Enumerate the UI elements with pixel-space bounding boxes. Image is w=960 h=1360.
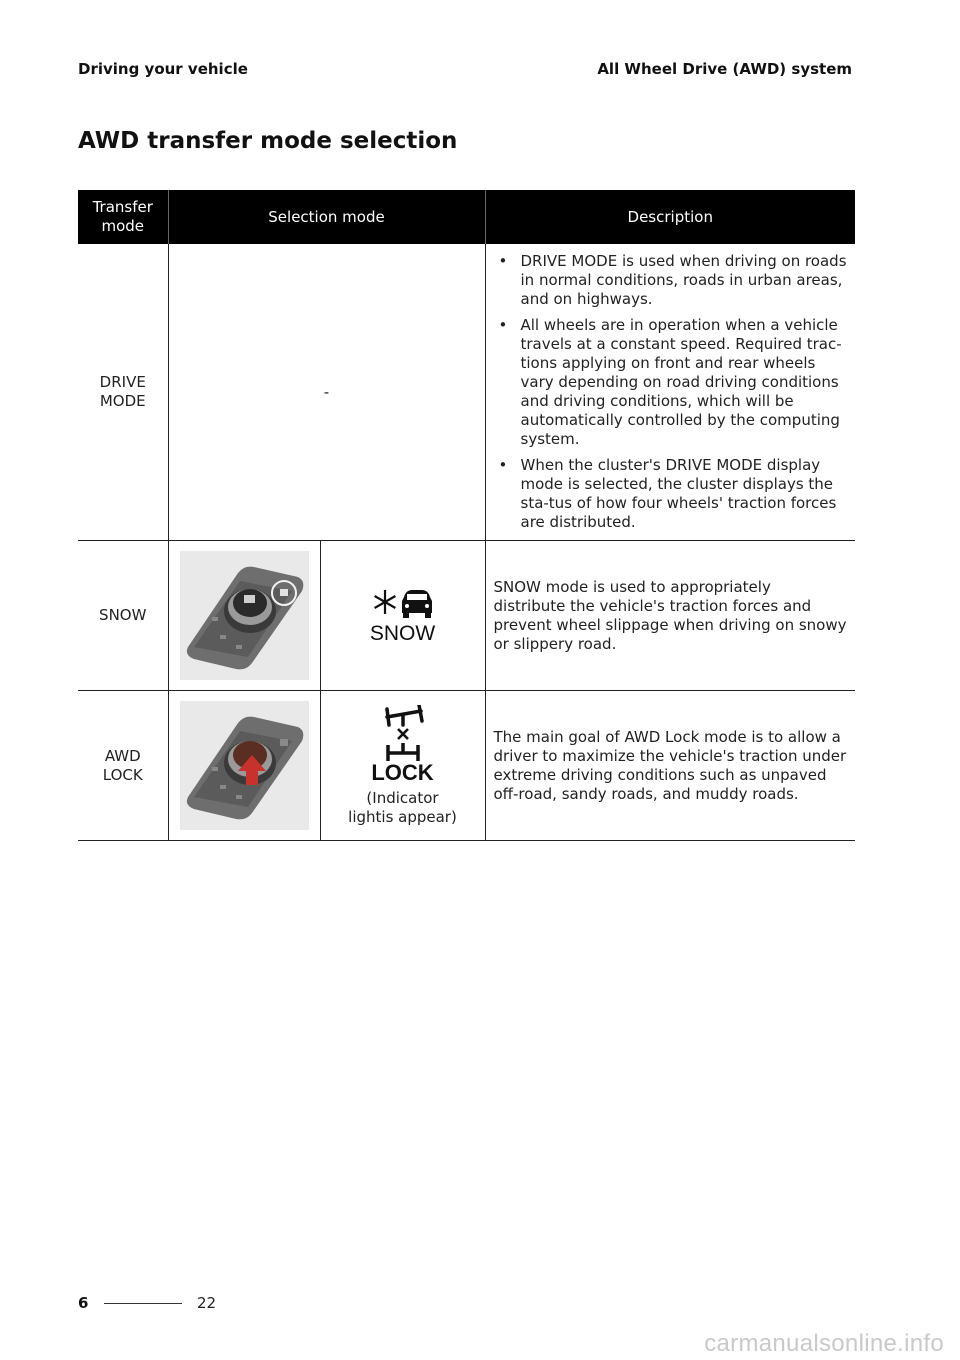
description-cell: The main goal of AWD Lock mode is to allow a driver to maximize the vehicle's traction under extreme driving conditions such as unpaved off-road, sandy roads, and muddy roads. [485, 691, 855, 841]
bullet-list [494, 252, 848, 532]
mode-cell: SNOW [78, 541, 168, 691]
header-description: Description [485, 190, 855, 244]
mode-cell: DRIVE MODE [78, 244, 168, 541]
list-item: • DRIVE MODE is used when driving on roads in normal conditions, roads in urban areas, and on highways. [498, 252, 847, 308]
awd-lock-button-photo [180, 701, 309, 830]
snow-icon-label: SNOW [369, 621, 436, 645]
description-cell [485, 244, 855, 541]
table-row-awd-lock [78, 691, 855, 841]
photo-cell [168, 541, 320, 691]
chapter-number: 6 [78, 1294, 89, 1312]
list-item: • When the cluster's DRIVE MODE display mode is selected, the cluster displays the sta-tus of how four wheels' traction forces are distributed. [498, 456, 837, 531]
indicator-note: (Indicator lightis appear) [348, 788, 457, 826]
table-row-drive [78, 244, 855, 541]
header-selection-mode: Selection mode [168, 190, 485, 244]
section-title: AWD transfer mode selection [78, 128, 458, 154]
snow-mode-icon [372, 587, 434, 621]
header-transfer-mode: Transfer mode [78, 190, 168, 244]
mode-cell: AWD LOCK [78, 691, 168, 841]
lock-icon-label: LOCK [371, 759, 434, 785]
running-header-left: Driving your vehicle [78, 60, 248, 78]
drive-mode-dial-photo [180, 551, 309, 680]
selection-cell: - [168, 244, 485, 541]
list-item: • All wheels are in operation when a vehicle travels at a constant speed. Required trac-tions applying on front and rear wheels vary depending on road driving conditions and driving conditions, which will be automatically controlled by the computing system. [498, 316, 842, 448]
awd-mode-table [78, 190, 855, 841]
description-cell: SNOW mode is used to appropriately distribute the vehicle's traction forces and prevent wheel slippage when driving on snowy or slippery road. [485, 541, 855, 691]
watermark: carmanualsonline.info [704, 1330, 944, 1357]
indicator-cell [320, 541, 485, 691]
indicator-cell [320, 691, 485, 841]
table-header-row [78, 190, 855, 244]
page-number: 22 [197, 1294, 217, 1312]
footer-divider [104, 1303, 182, 1304]
photo-cell [168, 691, 320, 841]
awd-lock-icon [381, 705, 425, 761]
table-row-snow [78, 541, 855, 691]
running-header-right: All Wheel Drive (AWD) system [597, 60, 852, 78]
